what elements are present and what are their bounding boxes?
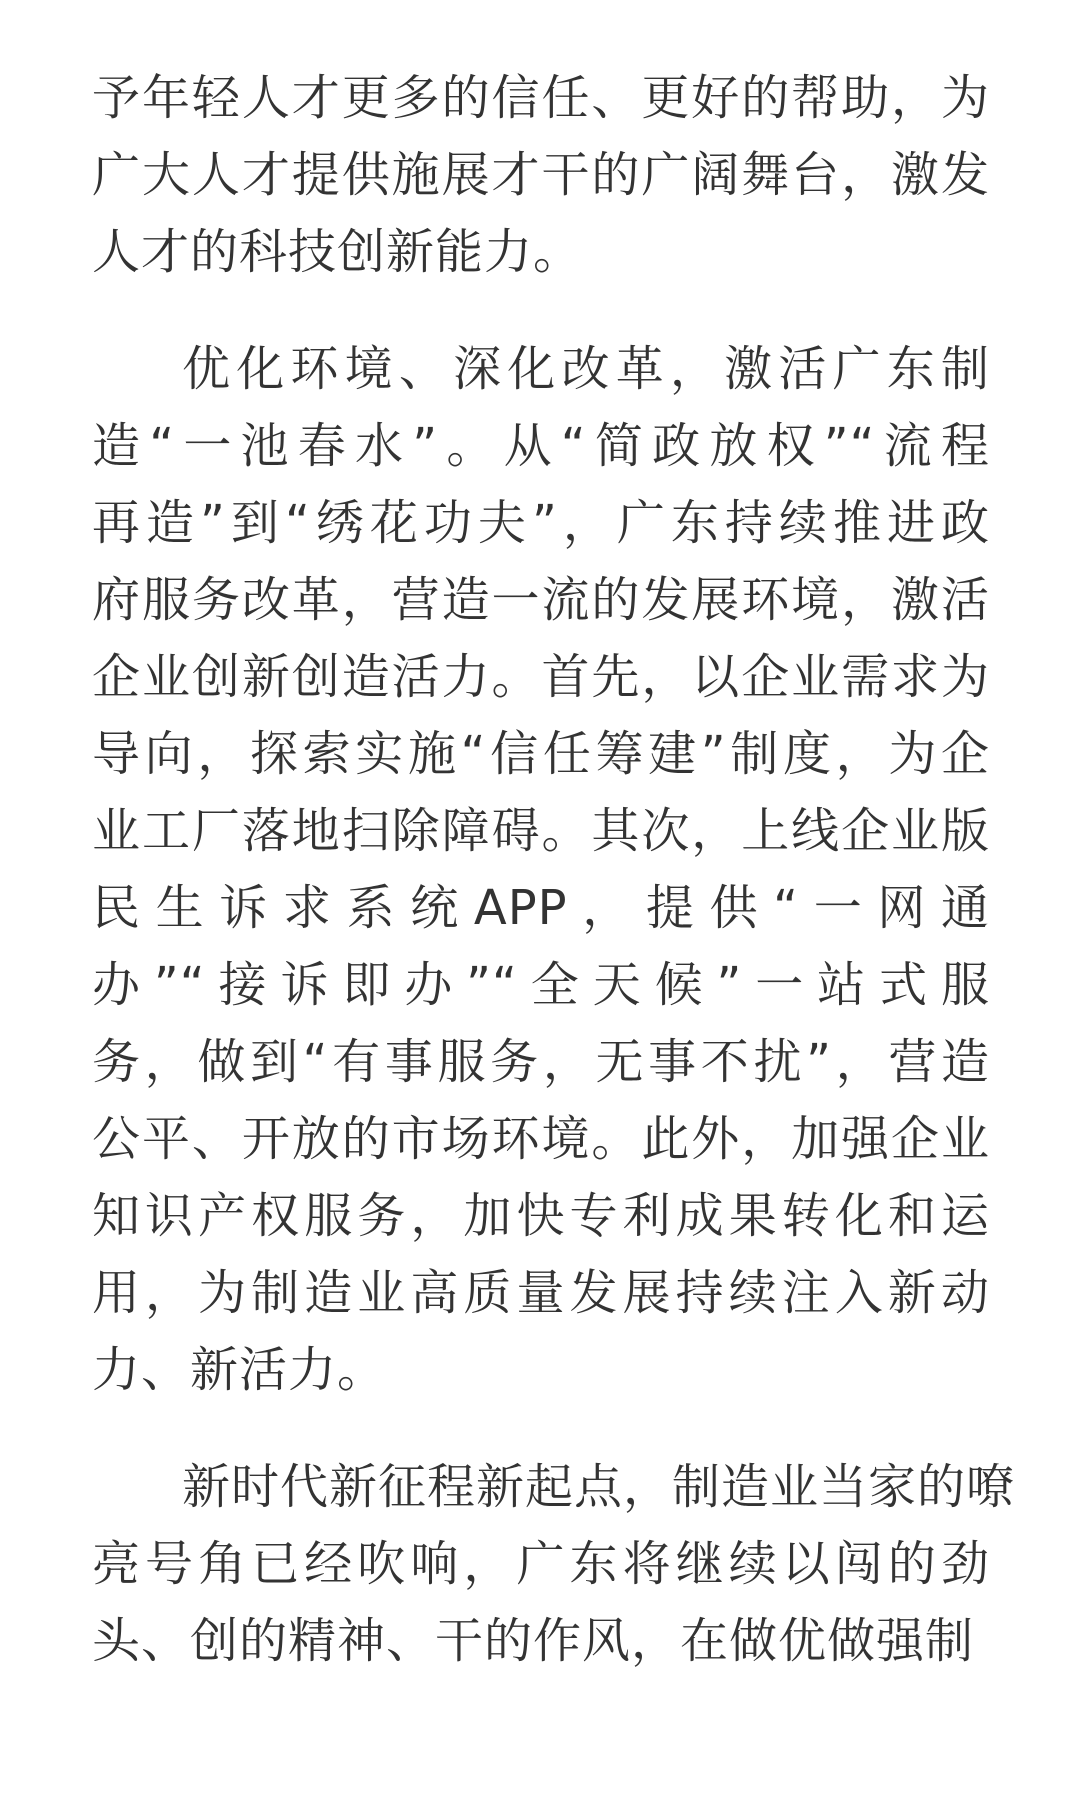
text-line: 新时代新征程新起点，制造业当家的嘹 <box>182 1459 1016 1515</box>
paragraph-environment-reform <box>92 331 990 1409</box>
text-line: 造“一池春水”。从“简政放权”“流程 <box>92 418 990 474</box>
text-line: 办”“接诉即办”“全天候”一站式服 <box>92 957 990 1013</box>
text-line: 亮号角已经吹响，广东将继续以闯的劲 <box>92 1536 990 1592</box>
text-line: 业工厂落地扫除障碍。其次，上线企业版 <box>92 803 990 859</box>
text-line: 导向，探索实施“信任筹建”制度，为企 <box>92 726 990 782</box>
text-line: 府服务改革，营造一流的发展环境，激活 <box>92 572 990 628</box>
text-line: 用，为制造业高质量发展持续注入新动 <box>92 1265 990 1321</box>
text-line: 予年轻人才更多的信任、更好的帮助，为 <box>92 70 990 126</box>
paragraph-talent <box>92 60 990 291</box>
text-line: 再造”到“绣花功夫”，广东持续推进政 <box>92 495 990 551</box>
text-line: 人才的科技创新能力。 <box>92 224 583 280</box>
text-line: 力、新活力。 <box>92 1342 387 1398</box>
article-body <box>92 60 1016 1720</box>
text-line: 务，做到“有事服务，无事不扰”，营造 <box>92 1034 990 1090</box>
text-line: 优化环境、深化改革，激活广东制 <box>182 341 990 397</box>
paragraph-new-era <box>92 1449 1016 1680</box>
text-line: 民生诉求系统APP，提供“一网通 <box>92 880 990 936</box>
text-line: 知识产权服务，加快专利成果转化和运 <box>92 1188 990 1244</box>
text-line: 头、创的精神、干的作风，在做优做强制 <box>92 1613 975 1669</box>
text-line: 公平、开放的市场环境。此外，加强企业 <box>92 1111 990 1167</box>
text-line: 企业创新创造活力。首先，以企业需求为 <box>92 649 990 705</box>
text-line: 广大人才提供施展才干的广阔舞台，激发 <box>92 147 990 203</box>
